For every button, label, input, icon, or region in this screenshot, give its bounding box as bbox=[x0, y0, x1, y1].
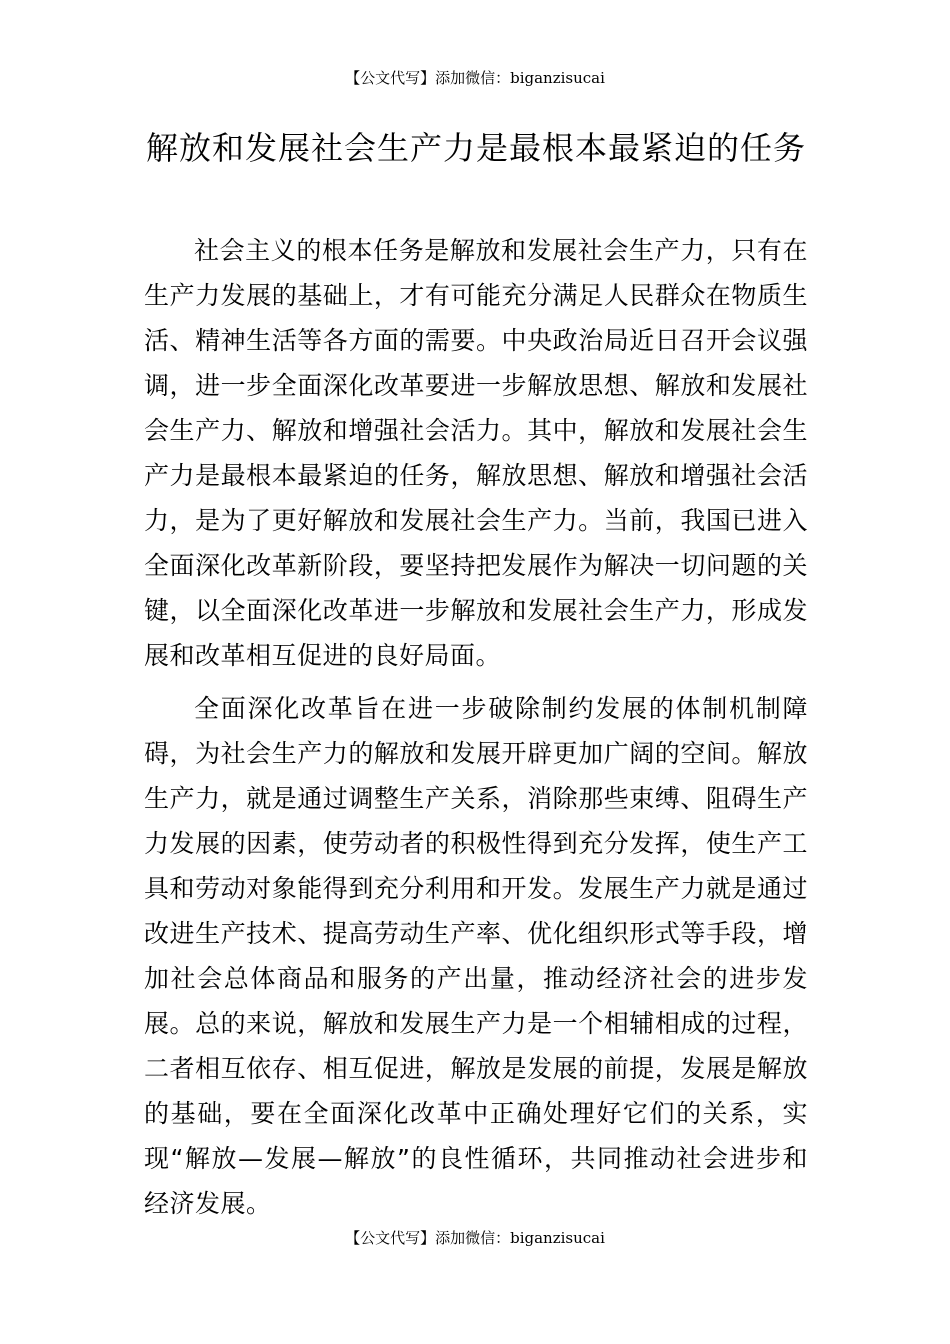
header-note: 【公文代写】添加微信：biganzisucai bbox=[345, 69, 605, 87]
paragraph-1: 社会主义的根本任务是解放和发展社会生产力，只有在生产力发展的基础上，才有可能充分满足人民群众在物质生活、精神生活等各方面的需要。中央政治局近日召开会议强调，进一步全面深化改革要进一步解放思想、解放和发展社会生产力、解放和增强社会活力。其中，解放和发展社会生产力是最根本最紧迫的任务，解放思想、解放和增强社会活力，是为了更好解放和发展社会生产力。当前，我国已进入全面深化改革新阶段，要坚持把发展作为解决一切问题的关键，以全面深化改革进一步解放和发展社会生产力，形成发展和改革相互促进的良好局面。 bbox=[144, 236, 808, 670]
footer-note: 【公文代写】添加微信：biganzisucai bbox=[345, 1229, 605, 1247]
paragraph-2: 全面深化改革旨在进一步破除制约发展的体制机制障碍，为社会生产力的解放和发展开辟更加广阔的空间。解放生产力，就是通过调整生产关系，消除那些束缚、阻碍生产力发展的因素，使劳动者的积极性得到充分发挥，使生产工具和劳动对象能得到充分利用和开发。发展生产力就是通过改进生产技术、提高劳动生产率、优化组织形式等手段，增加社会总体商品和服务的产出量，推动经济社会的进步发展。总的来说，解放和发展生产力是一个相辅相成的过程，二者相互依存、相互促进，解放是发展的前提，发展是解放的基础，要在全面深化改革中正确处理好它们的关系，实现“解放—发展—解放”的良性循环，共同推动社会进步和经济发展。 bbox=[144, 694, 808, 1218]
document-title: 解放和发展社会生产力是最根本最紧迫的任务 bbox=[145, 129, 806, 167]
document-body bbox=[144, 228, 808, 1226]
